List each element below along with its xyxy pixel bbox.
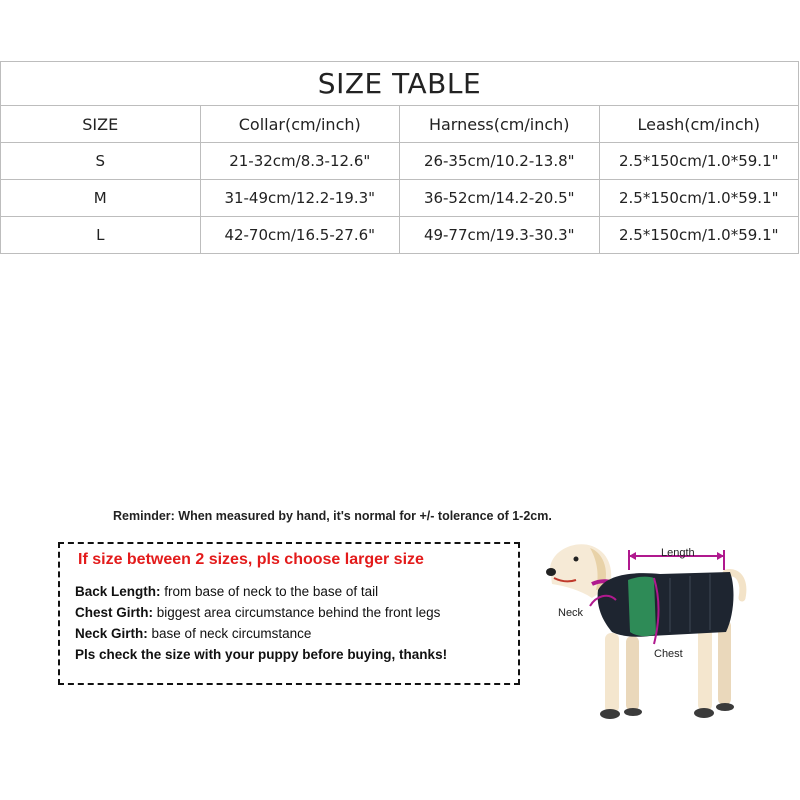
table-row <box>1 180 799 217</box>
dog-measurement-diagram <box>530 528 800 728</box>
arrow-left-icon <box>629 552 636 560</box>
neck-label: Neck <box>558 607 584 619</box>
table-cell: M <box>1 180 201 217</box>
header-collar: Collar(cm/inch) <box>200 106 400 143</box>
tolerance-reminder: Reminder: When measured by hand, it's normal for +/- tolerance of 1-2cm. <box>113 509 552 523</box>
length-label: Length <box>661 547 695 559</box>
header-size: SIZE <box>1 106 201 143</box>
arrow-right-icon <box>717 552 724 560</box>
dog-jacket <box>598 572 734 637</box>
back-length-line <box>75 584 378 599</box>
table-cell: S <box>1 143 201 180</box>
dog-hind-leg <box>718 620 731 705</box>
neck-girth-label: Neck Girth: <box>75 626 148 641</box>
size-table <box>0 61 799 254</box>
table-cell: 49-77cm/19.3-30.3" <box>400 217 600 254</box>
neck-girth-text: base of neck circumstance <box>147 626 312 641</box>
closing-line <box>75 647 447 662</box>
sizing-note-heading: If size between 2 sizes, pls choose larger size <box>78 551 424 568</box>
dog-front-leg <box>605 633 619 713</box>
dog-paw <box>624 708 642 716</box>
dog-paw <box>716 703 734 711</box>
chest-girth-text: biggest area circumstance behind the front legs <box>153 605 441 620</box>
table-cell: L <box>1 217 201 254</box>
dog-nose <box>546 568 556 576</box>
neck-girth-line <box>75 626 311 641</box>
closing-text: Pls check the size with your puppy before buying, thanks! <box>75 647 448 662</box>
table-row <box>1 143 799 180</box>
header-harness: Harness(cm/inch) <box>400 106 600 143</box>
table-cell: 36-52cm/14.2-20.5" <box>400 180 600 217</box>
table-cell: 2.5*150cm/1.0*59.1" <box>599 180 799 217</box>
sizing-note-box <box>58 542 520 685</box>
table-cell: 26-35cm/10.2-13.8" <box>400 143 600 180</box>
dog-hind-leg <box>698 623 712 711</box>
table-cell: 31-49cm/12.2-19.3" <box>200 180 400 217</box>
dog-front-leg <box>626 636 639 711</box>
size-table-title: SIZE TABLE <box>1 62 799 106</box>
chest-girth-line <box>75 605 440 620</box>
back-length-text: from base of neck to the base of tail <box>160 584 379 599</box>
table-cell: 2.5*150cm/1.0*59.1" <box>599 143 799 180</box>
table-cell: 42-70cm/16.5-27.6" <box>200 217 400 254</box>
table-row <box>1 217 799 254</box>
table-cell: 21-32cm/8.3-12.6" <box>200 143 400 180</box>
dog-eye <box>574 557 579 562</box>
dog-paw <box>694 708 714 718</box>
table-cell: 2.5*150cm/1.0*59.1" <box>599 217 799 254</box>
table-header-row <box>1 106 799 143</box>
chest-girth-label: Chest Girth: <box>75 605 154 620</box>
dog-paw <box>600 709 620 719</box>
back-length-label: Back Length: <box>75 584 161 599</box>
header-leash: Leash(cm/inch) <box>599 106 799 143</box>
chest-label: Chest <box>654 648 683 660</box>
jacket-green-panel <box>628 577 656 636</box>
